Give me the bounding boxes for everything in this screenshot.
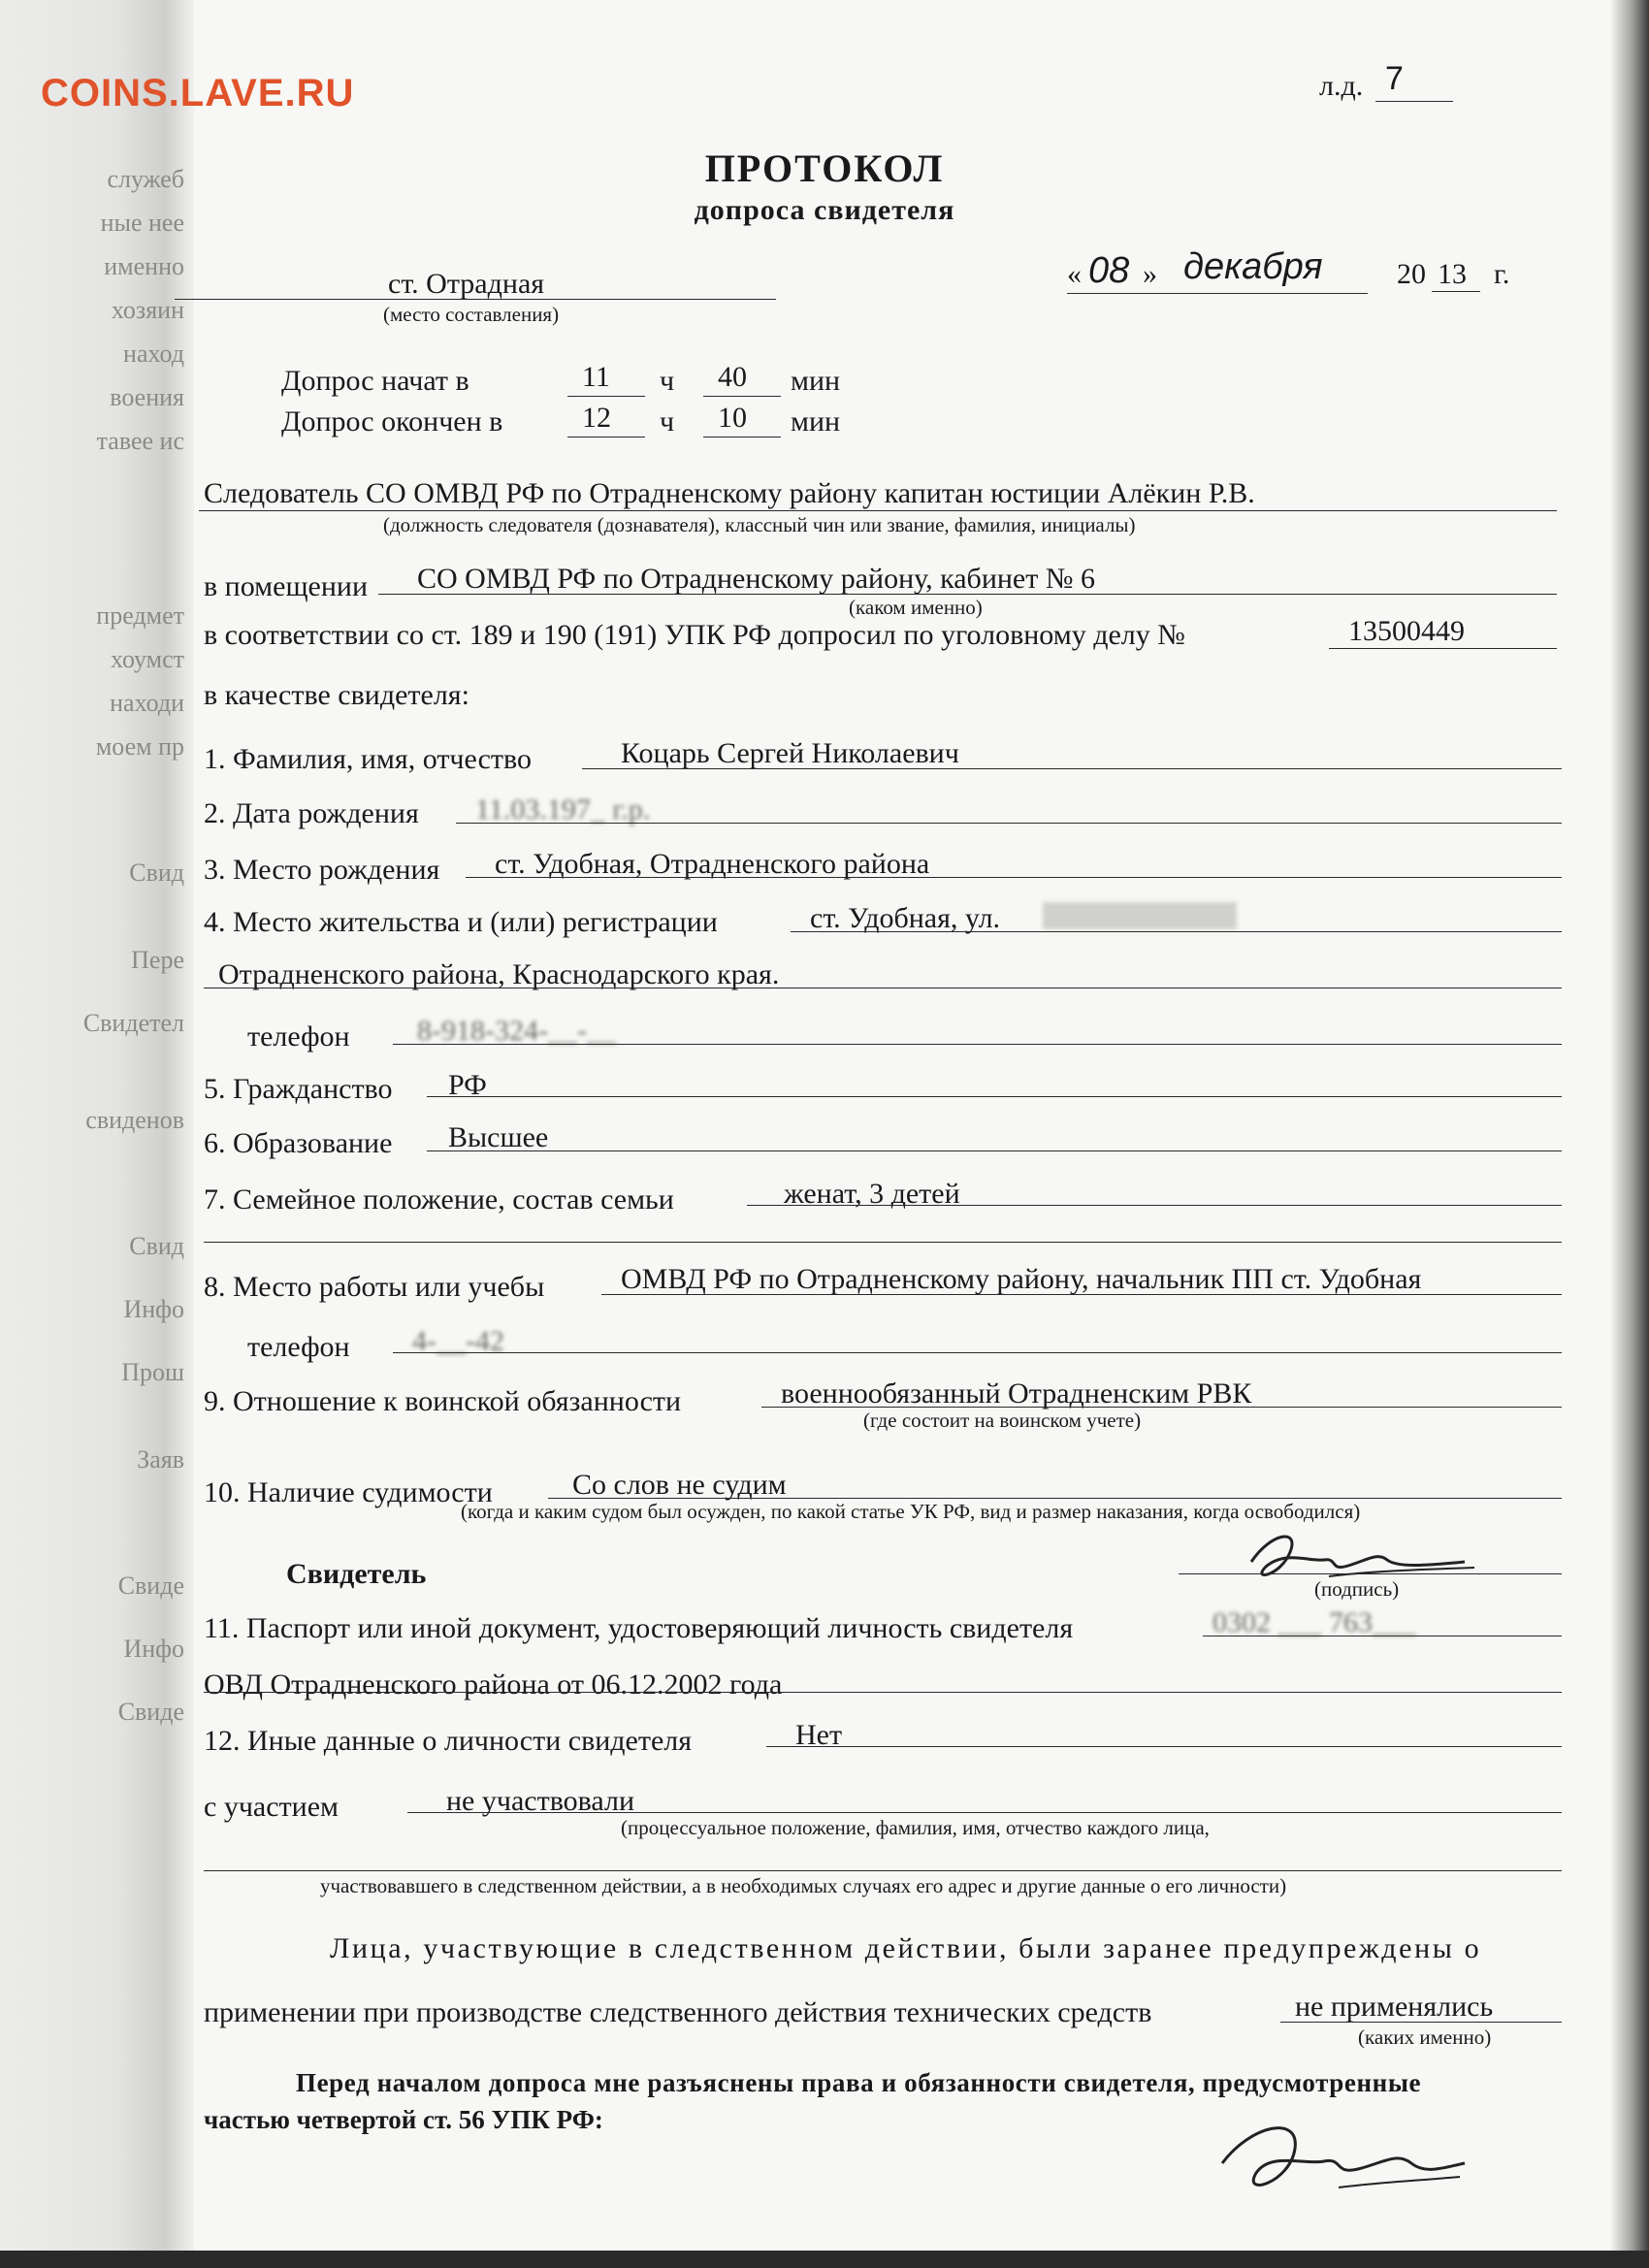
date-year: 13	[1438, 258, 1467, 290]
signature-caption: (подпись)	[1314, 1577, 1400, 1601]
margin-fragment: наход	[123, 340, 184, 368]
tech-caption: (каких именно)	[1358, 2025, 1492, 2049]
tech-line2-label: применении при производстве следственного действия технических средств	[204, 1996, 1152, 2028]
signature-line	[1179, 1573, 1562, 1574]
family-line2	[204, 1242, 1562, 1243]
military-line	[761, 1407, 1562, 1408]
dob-line	[456, 823, 1562, 824]
military-caption: (где состоит на воинском учете)	[863, 1409, 1142, 1432]
rights-line1: Перед началом допроса мне разъяснены права и обязанности свидетеля, предусмотренные	[296, 2068, 1422, 2097]
margin-fragment: воения	[110, 383, 184, 411]
date-year-line	[1432, 291, 1480, 292]
residence-redacted	[1043, 902, 1237, 929]
premises-label: в помещении	[204, 570, 369, 602]
case-number: 13500449	[1348, 615, 1465, 647]
dob-value: 11.03.197_ г.р.	[475, 794, 651, 826]
passport-line2	[204, 1692, 1562, 1693]
start-m-label: мин	[791, 365, 841, 397]
other-value: Нет	[795, 1719, 843, 1751]
date-close-quote: »	[1143, 258, 1157, 290]
name-line	[582, 768, 1562, 769]
education-value: Высшее	[448, 1121, 549, 1153]
document-title: ПРОТОКОЛ	[704, 146, 945, 190]
citizenship-value: РФ	[448, 1069, 487, 1101]
case-line	[1329, 648, 1557, 649]
phone2-value: 4-__-42	[412, 1325, 504, 1357]
pob-value: ст. Удобная, Отрадненского района	[495, 848, 930, 880]
date-day: 08	[1088, 250, 1130, 291]
as-witness-label: в качестве свидетеля:	[204, 679, 469, 711]
start-minutes: 40	[718, 361, 747, 393]
phone1-line	[393, 1044, 1562, 1045]
rights-line2: частью четвертой ст. 56 УПК РФ:	[204, 2105, 603, 2134]
tech-line	[1280, 2022, 1562, 2023]
passport-value2: ОВД Отрадненского района от 06.12.2002 года	[204, 1669, 783, 1701]
citizenship-line	[427, 1096, 1562, 1097]
margin-fragment: Свид	[129, 859, 184, 887]
start-hours-line	[567, 396, 645, 397]
margin-fragment: свиденов	[85, 1106, 184, 1134]
margin-fragment: хоумст	[110, 645, 184, 673]
premises-caption: (каком именно)	[849, 596, 983, 619]
watermark: COINS.LAVE.RU	[41, 72, 355, 114]
margin-fragment: предмет	[96, 601, 184, 630]
record-value: Со слов не судим	[572, 1469, 787, 1501]
case-label: в соответствии со ст. 189 и 190 (191) УПК РФ допросил по уголовному делу №	[204, 619, 1185, 651]
margin-fragment: служеб	[107, 165, 184, 193]
margin-fragment: Инфо	[123, 1635, 184, 1663]
family-label: 7. Семейное положение, состав семьи	[204, 1183, 674, 1215]
witness-label: Свидетель	[286, 1558, 427, 1590]
margin-fragment: ные нее	[100, 209, 184, 237]
residence-line	[791, 931, 1562, 932]
date-line	[1067, 293, 1368, 294]
end-minutes: 10	[718, 402, 747, 434]
start-hours: 11	[582, 361, 610, 393]
passport-label: 11. Паспорт или иной документ, удостоверяющий личность свидетеля	[204, 1612, 1074, 1644]
other-label: 12. Иные данные о личности свидетеля	[204, 1725, 693, 1757]
start-label: Допрос начат в	[281, 365, 469, 397]
margin-fragment: тавее ис	[96, 427, 184, 455]
margin-fragment: именно	[104, 252, 184, 280]
investigator-value: Следователь СО ОМВД РФ по Отрадненскому району капитан юстиции Алёкин Р.В.	[204, 477, 1255, 509]
phone2-line	[393, 1352, 1562, 1353]
date-month: декабря	[1183, 246, 1323, 287]
margin-fragment: моем пр	[95, 732, 184, 761]
end-hours: 12	[582, 402, 611, 434]
page-ref-label: л.д.	[1319, 70, 1364, 102]
military-label: 9. Отношение к воинской обязанности	[204, 1385, 682, 1417]
pob-label: 3. Место рождения	[204, 854, 440, 886]
other-line	[766, 1746, 1562, 1747]
work-value: ОМВД РФ по Отрадненскому району, начальник ПП ст. Удобная	[621, 1263, 1422, 1295]
residence-label: 4. Место жительства и (или) регистрации	[204, 906, 718, 938]
margin-fragment: находи	[110, 689, 184, 717]
place-value: ст. Отрадная	[388, 268, 545, 300]
margin-fragment: Прош	[121, 1358, 184, 1386]
tech-line1: Лица, участвующие в следственном действии, были заранее предупреждены о	[330, 1932, 1482, 1964]
education-line	[427, 1150, 1562, 1151]
family-line	[747, 1205, 1562, 1206]
name-label: 1. Фамилия, имя, отчество	[204, 743, 532, 775]
page-ref-value: 7	[1385, 60, 1404, 97]
margin-fragment: Заяв	[137, 1445, 184, 1474]
end-h-label: ч	[660, 405, 675, 437]
participants-caption1: (процессуальное положение, фамилия, имя, отчество каждого лица,	[621, 1816, 1210, 1839]
phone2-label: телефон	[247, 1331, 350, 1363]
participants-line	[407, 1812, 1562, 1813]
military-value: военнообязанный Отрадненским РВК	[781, 1377, 1252, 1409]
margin-fragment: Свид	[129, 1232, 184, 1260]
margin-fragment: Свидетел	[82, 1009, 184, 1037]
margin-fragment: Свиде	[117, 1698, 184, 1726]
name-value: Коцарь Сергей Николаевич	[621, 737, 959, 769]
participants-caption2: участвовавшего в следственном действии, а в необходимых случаях его адрес и другие данные о его личности)	[320, 1874, 1287, 1897]
education-label: 6. Образование	[204, 1127, 393, 1159]
start-minutes-line	[703, 396, 781, 397]
pob-line	[466, 877, 1562, 878]
tech-value: не применялись	[1295, 1991, 1494, 2023]
scan-bottom-edge	[0, 2251, 1649, 2268]
place-line	[175, 299, 776, 300]
residence-value2: Отрадненского района, Краснодарского края.	[218, 958, 780, 990]
phone1-label: телефон	[247, 1021, 350, 1053]
place-caption: (место составления)	[383, 303, 560, 326]
premises-value: СО ОМВД РФ по Отрадненскому району, кабинет № 6	[417, 563, 1095, 595]
residence-value: ст. Удобная, ул.	[810, 902, 1001, 934]
investigator-caption: (должность следователя (дознавателя), классный чин или звание, фамилия, инициалы)	[383, 513, 1136, 536]
record-label: 10. Наличие судимости	[204, 1476, 493, 1508]
margin-fragment: хозяин	[111, 296, 184, 324]
participants-label: с участием	[204, 1791, 339, 1823]
work-label: 8. Место работы или учебы	[204, 1271, 545, 1303]
participants-value: не участвовали	[446, 1785, 635, 1817]
margin-fragment: Пере	[131, 946, 184, 974]
premises-line	[378, 594, 1557, 595]
date-year-prefix: 20	[1397, 258, 1426, 290]
participants-line2	[204, 1870, 1562, 1871]
witness-signature-2	[1203, 2105, 1474, 2212]
end-m-label: мин	[791, 405, 841, 437]
end-label: Допрос окончен в	[281, 405, 503, 437]
phone1-value: 8-918-324-__-__	[417, 1015, 616, 1047]
record-line	[548, 1498, 1562, 1499]
family-value: женат, 3 детей	[784, 1178, 960, 1210]
binding-edge	[1610, 0, 1649, 2268]
date-year-suffix: г.	[1494, 258, 1510, 290]
page-ref-line	[1375, 101, 1453, 102]
dob-label: 2. Дата рождения	[204, 797, 419, 829]
passport-value: 0302 ___ 763___	[1212, 1606, 1416, 1638]
margin-fragment: Инфо	[123, 1295, 184, 1323]
document-subtitle: допроса свидетеля	[694, 194, 955, 226]
citizenship-label: 5. Гражданство	[204, 1073, 393, 1105]
work-line	[601, 1294, 1562, 1295]
investigator-line	[199, 510, 1557, 511]
record-caption: (когда и каким судом был осужден, по какой статье УК РФ, вид и размер наказания, когда освободился)	[461, 1500, 1361, 1523]
date-open-quote: «	[1067, 258, 1082, 290]
start-h-label: ч	[660, 365, 675, 397]
margin-fragment: Свиде	[117, 1571, 184, 1600]
